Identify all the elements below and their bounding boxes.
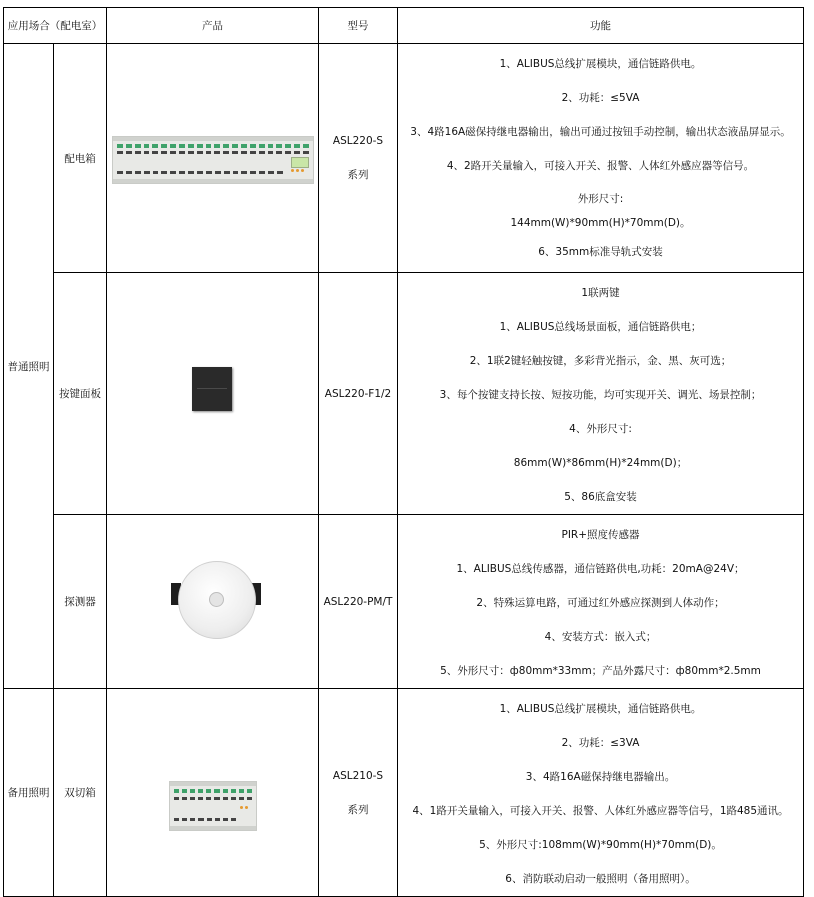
model-series: 系列: [347, 803, 369, 816]
model-series: 系列: [347, 169, 369, 181]
function-line: 1联两键: [581, 287, 620, 299]
model-cell: [319, 689, 398, 897]
header-scene: 应用场合（配电室）: [4, 8, 107, 44]
key-panel-icon: [192, 367, 232, 411]
function-line: 外形尺寸:: [577, 193, 624, 205]
model-cell: [319, 515, 398, 689]
function-line: 4、安装方式：嵌入式；: [544, 631, 657, 643]
function-cell: [398, 689, 804, 897]
table-row: [4, 273, 804, 515]
function-line: PIR+照度传感器: [561, 529, 640, 541]
row-name: 双切箱: [54, 689, 107, 897]
function-line: 3、4路16A磁保持继电器输出，输出可通过按钮手动控制，输出状态液晶屏显示。: [410, 126, 791, 138]
table-row: [4, 44, 804, 273]
function-line: 2、功耗：≤3VA: [561, 737, 640, 749]
row-name: 按键面板: [54, 273, 107, 515]
function-line: 1、ALIBUS总线场景面板，通信链路供电；: [499, 321, 702, 333]
function-line: 6、消防联动启动一般照明（备用照明）。: [505, 873, 696, 885]
function-line: 2、1联2键轻触按键，多彩背光指示，金、黑、灰可选；: [469, 355, 732, 367]
row-name: 探测器: [54, 515, 107, 689]
function-line: 4、外形尺寸:: [569, 423, 632, 435]
product-image-cell: [107, 44, 319, 273]
function-line: 6、35mm标准导轨式安装: [538, 246, 663, 258]
header-model: 型号: [319, 8, 398, 44]
header-product: 产品: [107, 8, 319, 44]
function-line: 4、1路开关量输入，可接入开关、报警、人体红外感应器等信号，1路485通讯。: [412, 805, 789, 817]
product-image-cell: [107, 273, 319, 515]
model-name: ASL220-F1/2: [324, 387, 392, 400]
function-line: 5、外形尺寸:108mm(W)*90mm(H)*70mm(D)。: [479, 839, 722, 851]
function-line: 4、2路开关量输入，可接入开关、报警、人体红外感应器等信号。: [446, 160, 755, 172]
table-row: [4, 689, 804, 897]
din-rail-module-small-icon: [169, 781, 257, 831]
function-cell: [398, 273, 804, 515]
function-line: 3、每个按键支持长按、短按功能，均可实现开关、调光、场景控制；: [439, 389, 762, 401]
header-row: [4, 8, 804, 44]
function-cell: [398, 515, 804, 689]
model-cell: [319, 273, 398, 515]
function-line: 86mm(W)*86mm(H)*24mm(D)；: [513, 457, 688, 469]
model-cell: [319, 44, 398, 273]
function-line: 5、外形尺寸：ф80mm*33mm；产品外露尺寸：ф80mm*2.5mm: [440, 665, 761, 677]
function-cell: [398, 44, 804, 273]
model-name: ASL220-PM/T: [323, 595, 393, 608]
function-line: 1、ALIBUS总线扩展模块，通信链路供电。: [499, 703, 702, 715]
function-line: 1、ALIBUS总线扩展模块，通信链路供电。: [499, 58, 702, 70]
function-line: 144mm(W)*90mm(H)*70mm(D)。: [510, 217, 691, 229]
model-name: ASL220-S: [332, 135, 384, 147]
product-spec-table: [3, 7, 804, 897]
table-row: [4, 515, 804, 689]
model-name: ASL210-S: [332, 769, 384, 782]
group-backup-lighting: 备用照明: [4, 689, 54, 897]
pir-sensor-icon: [171, 561, 263, 641]
product-image-cell: [107, 515, 319, 689]
function-line: 2、特殊运算电路，可通过红外感应探测到人体动作；: [476, 597, 725, 609]
function-line: 2、功耗：≤5VA: [561, 92, 640, 104]
function-line: 3、4路16A磁保持继电器输出。: [525, 771, 676, 783]
din-rail-module-icon: [112, 136, 314, 184]
header-function: 功能: [398, 8, 804, 44]
product-image-cell: [107, 689, 319, 897]
function-line: 1、ALIBUS总线传感器，通信链路供电,功耗：20mA@24V；: [456, 563, 745, 575]
row-name: 配电箱: [54, 44, 107, 273]
function-line: 5、86底盒安装: [564, 491, 637, 503]
group-normal-lighting: 普通照明: [4, 44, 54, 689]
